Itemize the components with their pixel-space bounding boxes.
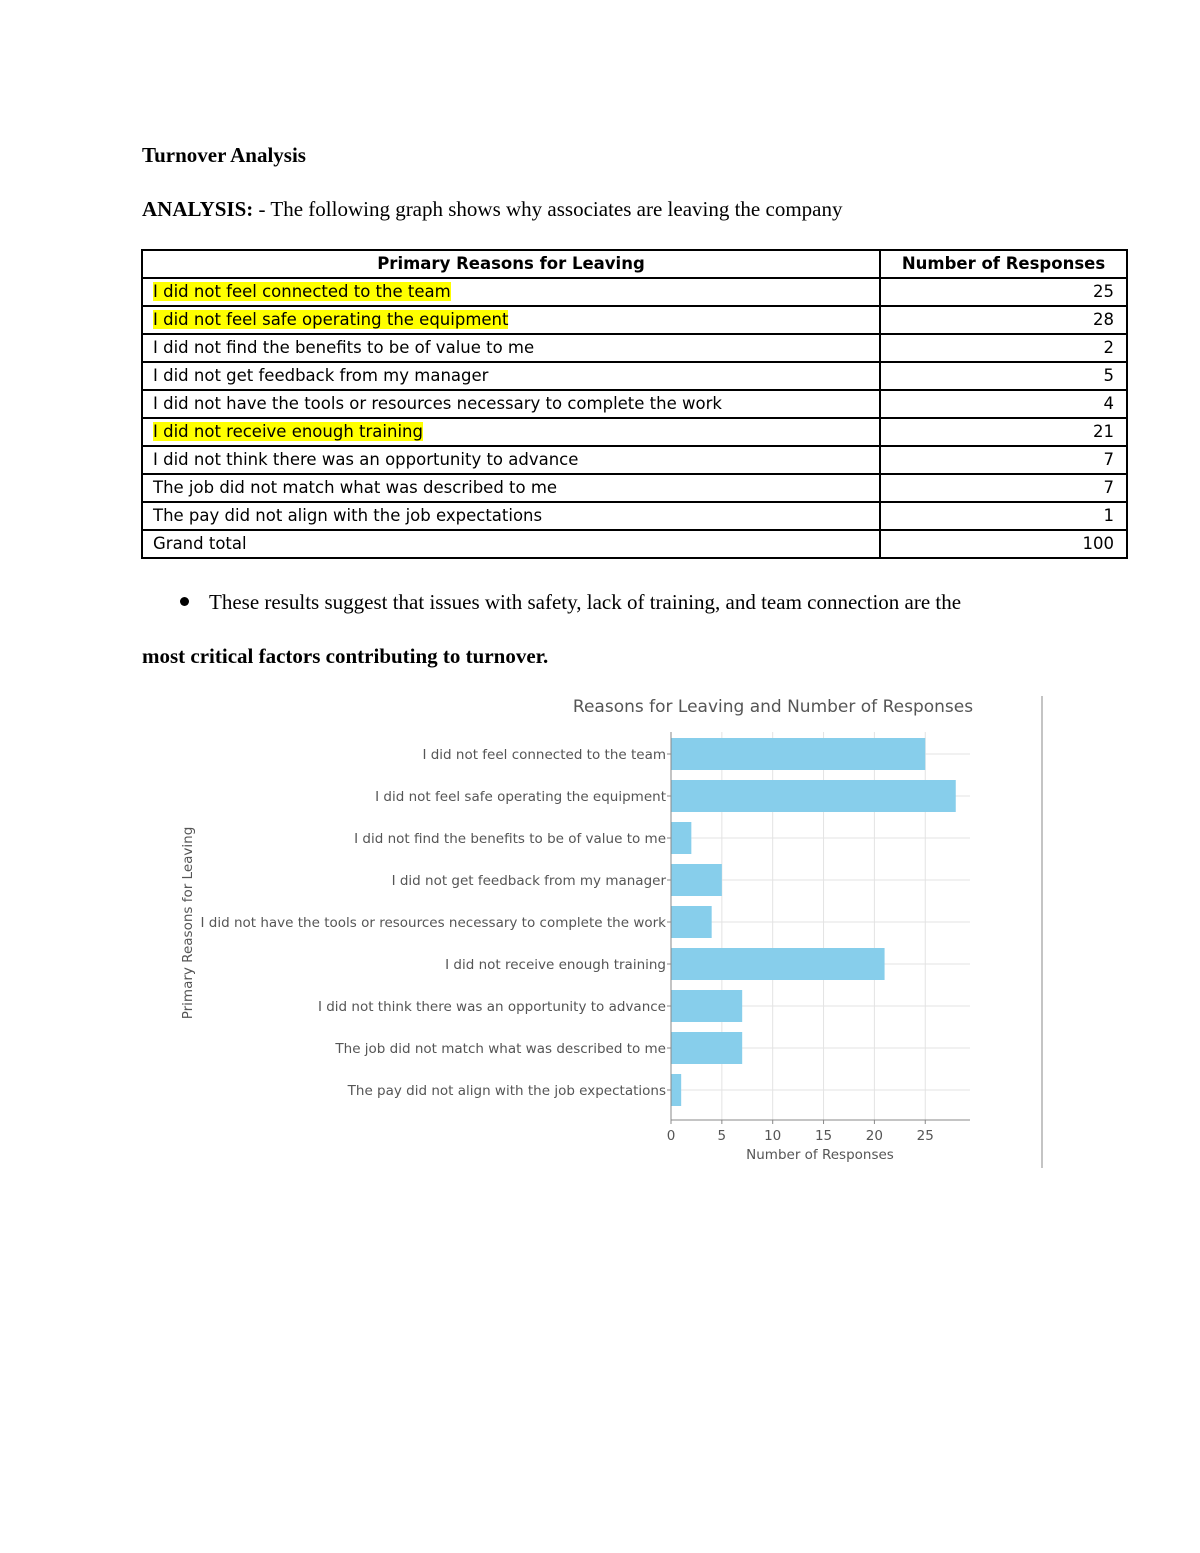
analysis-label: ANALYSIS:: [142, 197, 254, 221]
analysis-line: [142, 197, 842, 222]
table-total-row: [142, 530, 1127, 558]
y-tick-label: I did not receive enough training: [445, 957, 666, 973]
count-cell: 5: [880, 362, 1127, 390]
reason-cell: [142, 278, 880, 306]
header-reason: Primary Reasons for Leaving: [142, 250, 880, 278]
reason-text: I did not receive enough training: [153, 422, 423, 441]
reason-text: I did not feel safe operating the equipment: [153, 310, 509, 329]
x-tick-label: 15: [814, 1128, 833, 1144]
y-tick-label: I did not feel safe operating the equipment: [375, 789, 666, 805]
bar: [671, 906, 712, 938]
table-row: [142, 418, 1127, 446]
table-header-row: [142, 250, 1127, 278]
bar: [671, 864, 722, 896]
table-row: [142, 390, 1127, 418]
count-cell: 4: [880, 390, 1127, 418]
y-tick-label: The pay did not align with the job expectations: [347, 1083, 666, 1099]
table-row: [142, 278, 1127, 306]
reason-cell: [142, 306, 880, 334]
y-tick-label: I did not find the benefits to be of value to me: [354, 831, 666, 847]
count-cell: 7: [880, 474, 1127, 502]
reason-text: I did not get feedback from my manager: [153, 366, 489, 385]
table-row: [142, 502, 1127, 530]
bullet-text: These results suggest that issues with safety, lack of training, and team connection are the: [209, 590, 962, 614]
chart-title: Reasons for Leaving and Number of Responses: [572, 697, 974, 717]
x-tick-label: 5: [717, 1128, 727, 1144]
count-cell: 1: [880, 502, 1127, 530]
bar: [671, 738, 925, 770]
y-tick-label: The job did not match what was described to me: [335, 1041, 666, 1057]
bullet-icon: [180, 597, 189, 606]
reasons-table: [141, 249, 1128, 559]
reason-text: The job did not match what was described to me: [153, 478, 558, 497]
count-cell: 28: [880, 306, 1127, 334]
reason-text: The pay did not align with the job expectations: [153, 506, 543, 525]
bar: [671, 948, 885, 980]
header-count: Number of Responses: [880, 250, 1127, 278]
chart-x-axis-label: Number of Responses: [746, 1147, 894, 1163]
table-row: [142, 362, 1127, 390]
y-tick-label: I did not feel connected to the team: [422, 747, 666, 763]
chart-y-axis-label: Primary Reasons for Leaving: [180, 826, 196, 1020]
bar-chart: [160, 690, 1060, 1175]
count-cell: 21: [880, 418, 1127, 446]
reason-cell: [142, 334, 880, 362]
reason-text: I did not think there was an opportunity to advance: [153, 450, 579, 469]
count-cell: 2: [880, 334, 1127, 362]
table-row: [142, 306, 1127, 334]
reason-text: I did not feel connected to the team: [153, 282, 451, 301]
analysis-text: - The following graph shows why associates are leaving the company: [253, 197, 843, 221]
count-cell: 7: [880, 446, 1127, 474]
x-tick-label: 10: [764, 1128, 782, 1144]
bar: [671, 822, 691, 854]
table-row: [142, 334, 1127, 362]
document-title: Turnover Analysis: [142, 143, 306, 167]
y-tick-label: I did not think there was an opportunity to advance: [317, 999, 666, 1015]
x-tick-label: 20: [865, 1128, 883, 1144]
bar: [671, 990, 742, 1022]
conclusion-text: most critical factors contributing to turnover.: [142, 644, 549, 668]
reason-cell: [142, 446, 880, 474]
bar: [671, 1074, 681, 1106]
y-tick-label: I did not have the tools or resources necessary to complete the work: [200, 915, 666, 931]
bar: [671, 780, 956, 812]
x-tick-label: 25: [916, 1128, 934, 1144]
reason-text: I did not have the tools or resources necessary to complete the work: [153, 394, 722, 413]
total-value: 100: [880, 530, 1127, 558]
x-tick-label: 0: [666, 1128, 676, 1144]
bullet-item: [180, 590, 961, 615]
reason-cell: [142, 418, 880, 446]
reason-cell: [142, 362, 880, 390]
table-row: [142, 446, 1127, 474]
table-body: [142, 278, 1127, 558]
reason-cell: [142, 390, 880, 418]
count-cell: 25: [880, 278, 1127, 306]
reason-cell: [142, 502, 880, 530]
y-tick-label: I did not get feedback from my manager: [391, 873, 666, 889]
table-row: [142, 474, 1127, 502]
reason-text: I did not find the benefits to be of value to me: [153, 338, 535, 357]
reason-cell: [142, 474, 880, 502]
total-label: Grand total: [142, 530, 880, 558]
bar: [671, 1032, 742, 1064]
